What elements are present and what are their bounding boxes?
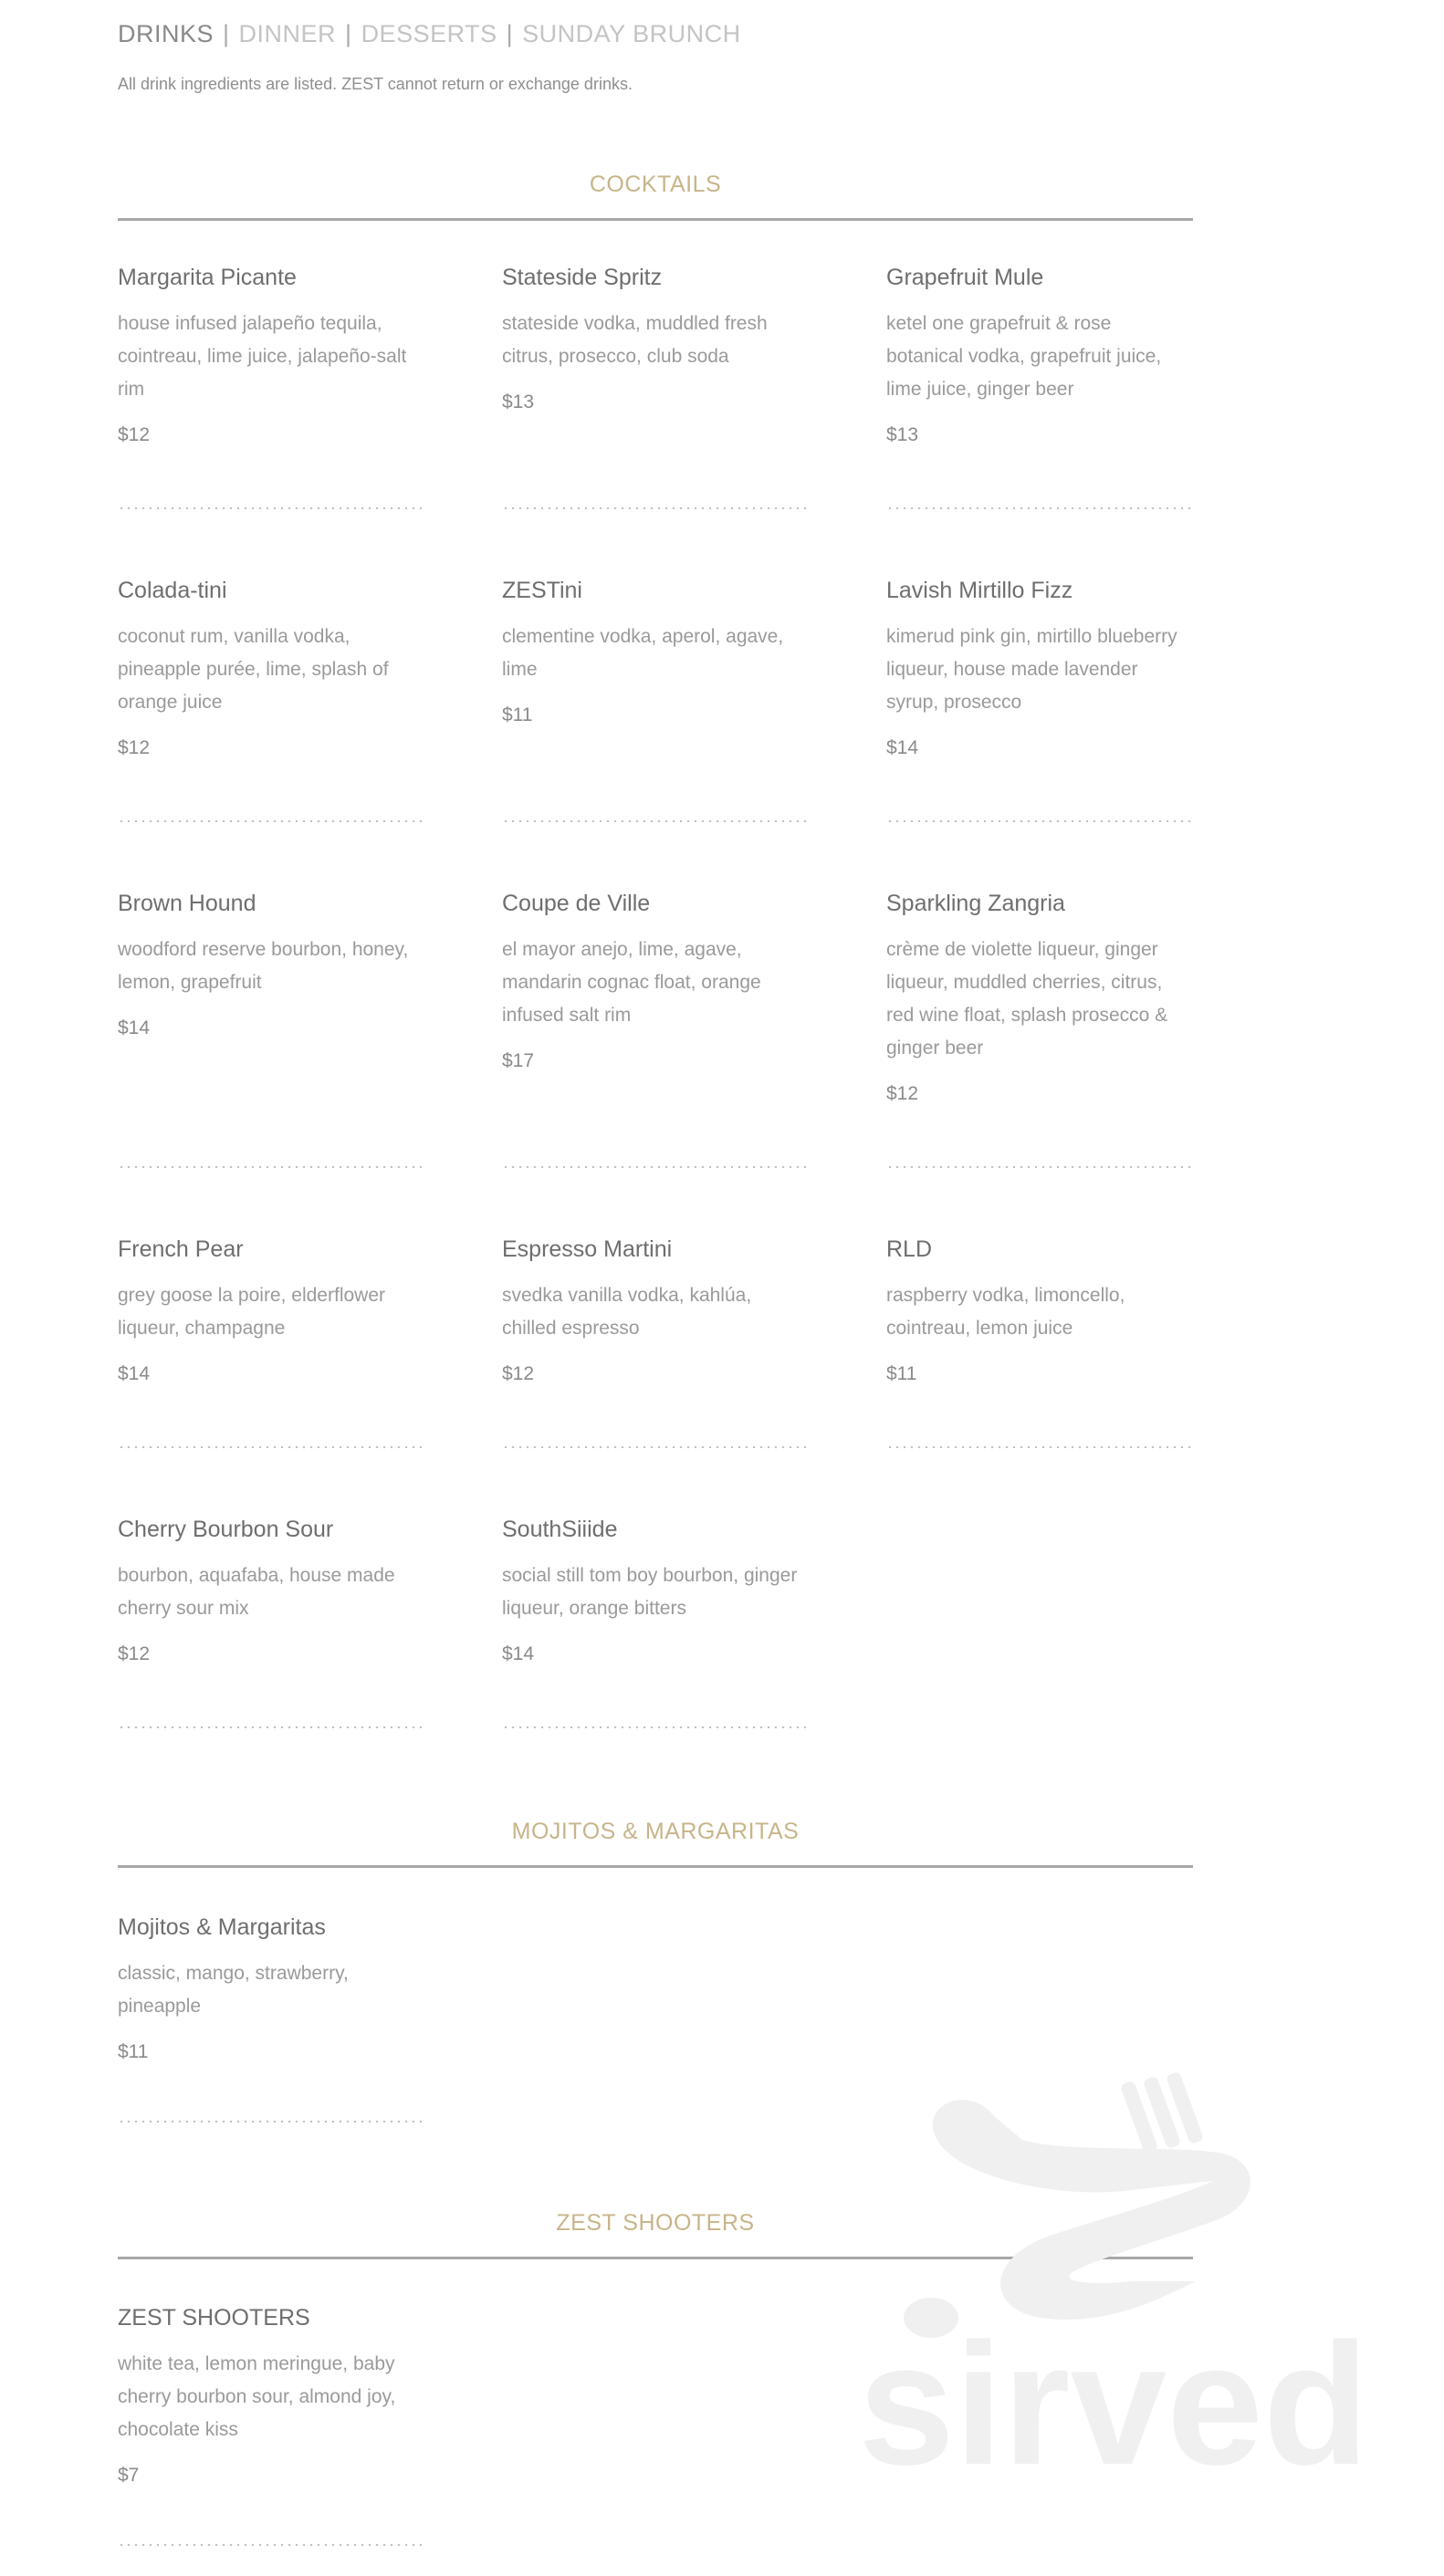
item-price: $12 bbox=[118, 1643, 151, 1664]
item-description: coconut rum, vanilla vodka, pineapple purée, lime, splash of orange juice bbox=[118, 626, 389, 713]
item-price: $11 bbox=[502, 704, 533, 725]
item-price: $17 bbox=[502, 1050, 535, 1071]
item-price: $13 bbox=[502, 391, 535, 412]
item-name: ZEST SHOOTERS bbox=[118, 2305, 310, 2331]
menu-item bbox=[118, 1913, 424, 2066]
nav-desserts[interactable]: DESSERTS bbox=[361, 20, 497, 47]
item-description: raspberry vodka, limoncello, cointreau, lemon juice bbox=[886, 1285, 1125, 1339]
disclaimer-text: All drink ingredients are listed. ZEST cannot return or exchange drinks. bbox=[118, 75, 633, 93]
menu-item bbox=[502, 1235, 809, 1388]
item-name: Margarita Picante bbox=[118, 265, 297, 290]
item-dotted-divider bbox=[886, 820, 1193, 822]
nav-separator: | bbox=[345, 20, 352, 47]
watermark-text: sirved bbox=[858, 2308, 1369, 2500]
item-price: $7 bbox=[118, 2465, 140, 2486]
nav-dinner[interactable]: DINNER bbox=[238, 20, 337, 47]
section-title: ZEST SHOOTERS bbox=[556, 2210, 755, 2236]
item-description: social still tom boy bourbon, ginger liqueur, orange bitters bbox=[502, 1565, 798, 1619]
item-dotted-divider bbox=[886, 1166, 1193, 1168]
item-dotted-divider bbox=[118, 2544, 424, 2546]
menu-item bbox=[118, 2303, 424, 2489]
item-description: ketel one grapefruit & rose botanical vodka, grapefruit juice, lime juice, ginger beer bbox=[886, 313, 1162, 400]
section-title: MOJITOS & MARGARITAS bbox=[511, 1819, 800, 1844]
item-dotted-divider bbox=[502, 1726, 809, 1728]
item-description: clementine vodka, aperol, agave, lime bbox=[502, 626, 784, 680]
item-dotted-divider bbox=[118, 507, 424, 509]
item-description: classic, mango, strawberry, pineapple bbox=[118, 1963, 349, 2017]
item-price: $14 bbox=[886, 737, 919, 758]
item-name: Espresso Martini bbox=[502, 1236, 673, 1262]
menu-item bbox=[886, 576, 1193, 762]
menu-item bbox=[886, 263, 1193, 449]
item-price: $14 bbox=[118, 1363, 151, 1384]
nav-separator: | bbox=[506, 20, 514, 47]
item-price: $12 bbox=[118, 737, 151, 758]
item-price: $12 bbox=[502, 1363, 535, 1384]
item-price: $11 bbox=[118, 2041, 149, 2062]
nav-sunday-brunch[interactable]: SUNDAY BRUNCH bbox=[522, 20, 741, 47]
menu-item bbox=[886, 889, 1193, 1108]
item-description: house infused jalapeño tequila, cointreau, lime juice, jalapeño-salt rim bbox=[118, 313, 407, 400]
menu-item bbox=[502, 889, 809, 1075]
menu-item bbox=[886, 1235, 1193, 1388]
item-name: Mojitos & Margaritas bbox=[118, 1914, 326, 1940]
item-name: Cherry Bourbon Sour bbox=[118, 1517, 334, 1542]
menu-nav bbox=[118, 20, 741, 48]
sirved-watermark bbox=[831, 2008, 1397, 2500]
item-price: $14 bbox=[502, 1643, 535, 1664]
item-price: $13 bbox=[886, 424, 919, 445]
section-title: COCKTAILS bbox=[589, 172, 722, 197]
menu-item bbox=[118, 1235, 424, 1388]
item-description: kimerud pink gin, mirtillo blueberry liqueur, house made lavender syrup, prosecco bbox=[886, 626, 1177, 713]
item-dotted-divider bbox=[502, 1446, 809, 1448]
menu-item bbox=[502, 576, 809, 729]
fork-spoon-logo-icon bbox=[904, 2071, 1250, 2338]
item-description: stateside vodka, muddled fresh citrus, prosecco, club soda bbox=[502, 313, 768, 367]
item-name: Brown Hound bbox=[118, 891, 256, 916]
nav-separator: | bbox=[223, 20, 230, 47]
item-price: $14 bbox=[118, 1017, 151, 1038]
section-cocktails bbox=[118, 172, 1193, 221]
menu-item bbox=[502, 1515, 809, 1668]
item-name: Stateside Spritz bbox=[502, 265, 663, 290]
item-description: crème de violette liqueur, ginger liqueur, muddled cherries, citrus, red wine float, splash prosecco & ginger beer bbox=[886, 939, 1168, 1059]
item-price: $12 bbox=[118, 424, 151, 445]
item-name: Coupe de Ville bbox=[502, 891, 651, 916]
item-dotted-divider bbox=[118, 2121, 424, 2122]
item-price: $12 bbox=[886, 1083, 919, 1104]
menu-item bbox=[118, 889, 424, 1042]
menu-item bbox=[118, 263, 424, 449]
item-name: Sparkling Zangria bbox=[886, 891, 1065, 916]
menu-item bbox=[118, 1515, 424, 1668]
item-dotted-divider bbox=[502, 507, 809, 509]
item-description: el mayor anejo, lime, agave, mandarin cognac float, orange infused salt rim bbox=[502, 939, 761, 1026]
item-dotted-divider bbox=[502, 820, 809, 822]
item-dotted-divider bbox=[502, 1166, 809, 1168]
item-dotted-divider bbox=[118, 1166, 424, 1168]
item-price: $11 bbox=[886, 1363, 917, 1384]
item-name: SouthSiiide bbox=[502, 1517, 618, 1542]
nav-drinks[interactable]: DRINKS bbox=[118, 20, 215, 47]
item-description: white tea, lemon meringue, baby cherry bourbon sour, almond joy, chocolate kiss bbox=[118, 2353, 396, 2440]
item-name: RLD bbox=[886, 1236, 933, 1262]
section-divider bbox=[118, 218, 1193, 221]
section-divider bbox=[118, 1865, 1193, 1868]
item-description: grey goose la poire, elderflower liqueur, champagne bbox=[118, 1285, 385, 1339]
item-dotted-divider bbox=[118, 820, 424, 822]
item-name: Lavish Mirtillo Fizz bbox=[886, 578, 1073, 603]
item-name: Grapefruit Mule bbox=[886, 265, 1044, 290]
menu-item bbox=[502, 263, 809, 416]
item-dotted-divider bbox=[886, 1446, 1193, 1448]
item-name: ZESTini bbox=[502, 578, 582, 603]
item-name: Colada-tini bbox=[118, 578, 227, 603]
item-description: svedka vanilla vodka, kahlúa, chilled espresso bbox=[502, 1285, 752, 1339]
menu-item bbox=[118, 576, 424, 762]
item-dotted-divider bbox=[118, 1726, 424, 1728]
item-description: bourbon, aquafaba, house made cherry sour mix bbox=[118, 1565, 395, 1619]
item-description: woodford reserve bourbon, honey, lemon, grapefruit bbox=[118, 939, 409, 993]
section-mojitos-margaritas bbox=[118, 1819, 1193, 1868]
item-dotted-divider bbox=[886, 507, 1193, 509]
item-name: French Pear bbox=[118, 1236, 244, 1262]
item-dotted-divider bbox=[118, 1446, 424, 1448]
